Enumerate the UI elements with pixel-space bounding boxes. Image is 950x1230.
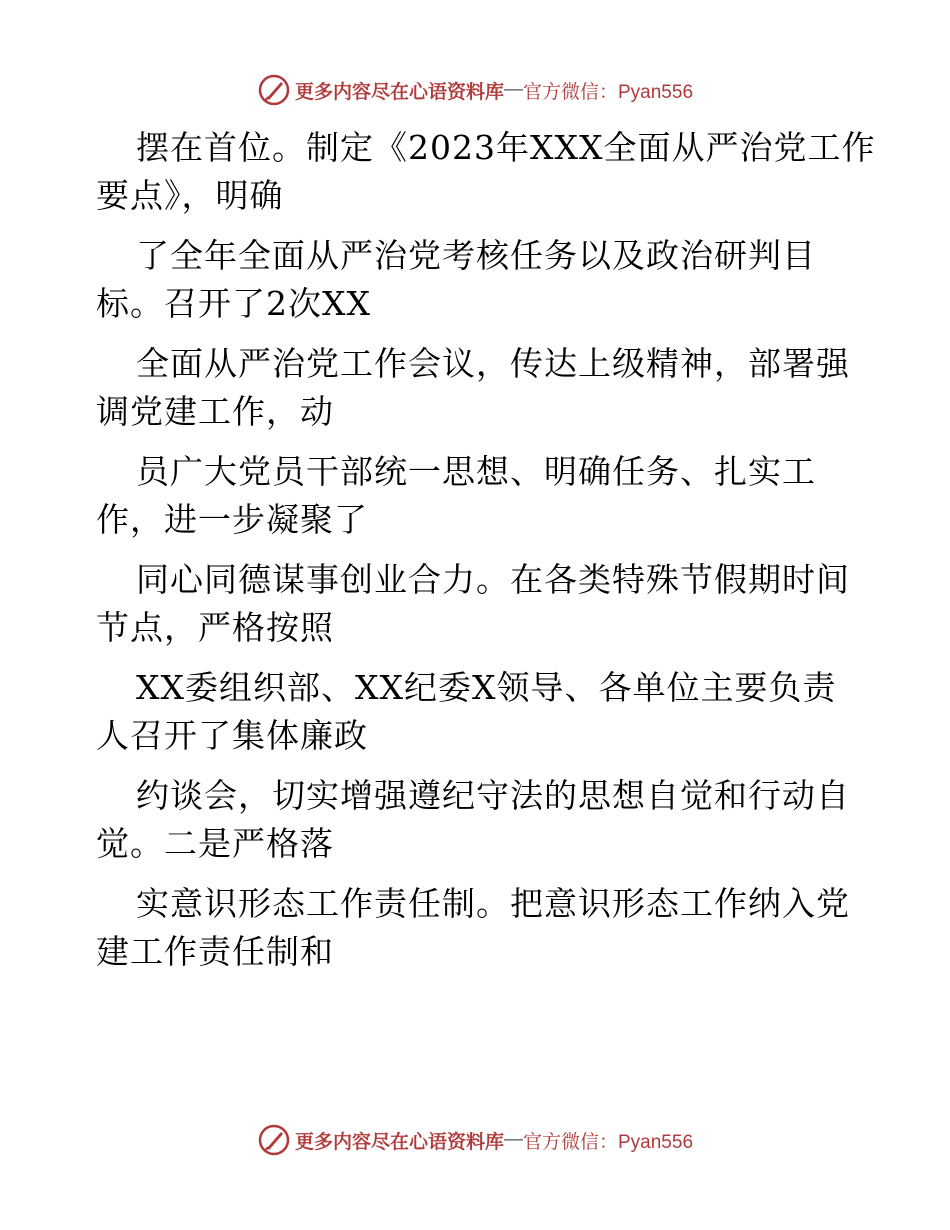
feather-pen-circle-icon <box>257 73 291 107</box>
body-line: 同心同德谋事创业合力。在各类特殊节假期时间 <box>136 560 850 599</box>
body-line: 要点》，明确 <box>96 176 284 215</box>
body-line: 实意识形态工作责任制。把意识形态工作纳入党 <box>136 884 850 923</box>
header-banner <box>0 70 950 110</box>
body-line: 全面从严治党工作会议，传达上级精神，部署强 <box>136 344 850 383</box>
body-line: 员广大党员干部统一思想、明确任务、扎实工 <box>136 452 816 491</box>
body-line: 标。召开了2次XX <box>96 284 371 323</box>
body-line: 约谈会，切实增强遵纪守法的思想自觉和行动自 <box>136 776 850 815</box>
body-line: 了全年全面从严治党考核任务以及政治研判目 <box>136 236 816 275</box>
header-wechat-text: 官方微信：Pyan556 <box>523 81 694 103</box>
body-line: 觉。二是严格落 <box>96 824 334 863</box>
body-line: 摆在首位。制定《2023年XXX全面从严治党工作 <box>136 128 876 167</box>
body-line: 建工作责任制和 <box>96 932 334 971</box>
footer-banner <box>0 1120 950 1160</box>
document-body <box>96 124 876 976</box>
body-line: 节点，严格按照 <box>96 608 334 647</box>
body-line: XX委组织部、XX纪委X领导、各单位主要负责 <box>136 668 837 707</box>
body-line: 作，进一步凝聚了 <box>96 500 368 539</box>
footer-brand-text: 更多内容尽在心语资料库 <box>294 1131 504 1153</box>
feather-pen-circle-icon <box>257 1123 291 1157</box>
header-dash: — <box>504 79 523 100</box>
footer-wechat-text: 官方微信：Pyan556 <box>523 1131 694 1153</box>
header-brand-text: 更多内容尽在心语资料库 <box>294 81 504 103</box>
footer-dash: — <box>504 1129 523 1150</box>
body-line: 人召开了集体廉政 <box>96 716 368 755</box>
body-line: 调党建工作，动 <box>96 392 334 431</box>
